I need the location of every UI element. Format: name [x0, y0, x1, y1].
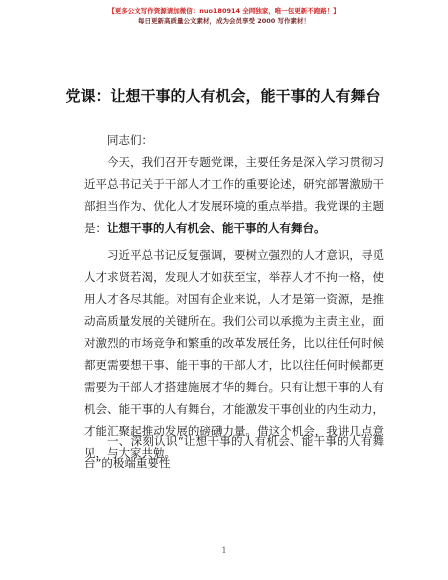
- header-banner: [0, 6, 448, 26]
- banner-line-2: 每日更新高质量公文素材，成为会员享受 2000 写作素材！: [137, 17, 311, 25]
- page-number: 1: [221, 546, 227, 555]
- paragraph-intro-theme: 让想干事的人有机会、能干事的人有舞台。: [107, 221, 326, 235]
- banner-line-1: 【更多公文写作资源请加微信：nuo180914 全网独家，唯一包更新不跑路！】: [108, 7, 340, 15]
- document-title: 党课：让想干事的人有机会，能干事的人有舞台: [65, 87, 381, 105]
- paragraph-body: 习近平总书记反复强调，要树立强烈的人才意识，寻觅人才求贤若渴，发现人才如获至宝，举荐人才不拘一格，使用人才各尽其能。对国有企业来说，人才是第一资源，是推动高质量发展的关键所在。我们公司以承揽为主责主业，面对激烈的市场竞争和繁重的改革发展任务，比以往任何时候都更需要想干事、能干事的干部人才，比以往任何时候都更需要为干部人才搭建施展才华的舞台。只有让想干事的人有机会、能干事的人有舞台，才能激发干事创业的内生动力，才能汇聚起推动发展的磅礴力量。借这个机会，我讲几点意见，与大家共勉。: [84, 248, 384, 460]
- paragraph-intro: [84, 151, 384, 239]
- section-heading-1: 一、深刻认识“让想干事的人有机会、能干事的人有舞台”的极端重要性: [84, 434, 384, 470]
- paragraph-intro-text: 今天，我们召开专题党课，主要任务是深入学习贯彻习近平总书记关于干部人才工作的重要论述，研究部署激励干部担当作为、优化人才发展环境的重点举措。我党课的主题是：: [84, 155, 384, 235]
- salutation: 同志们：: [107, 133, 153, 147]
